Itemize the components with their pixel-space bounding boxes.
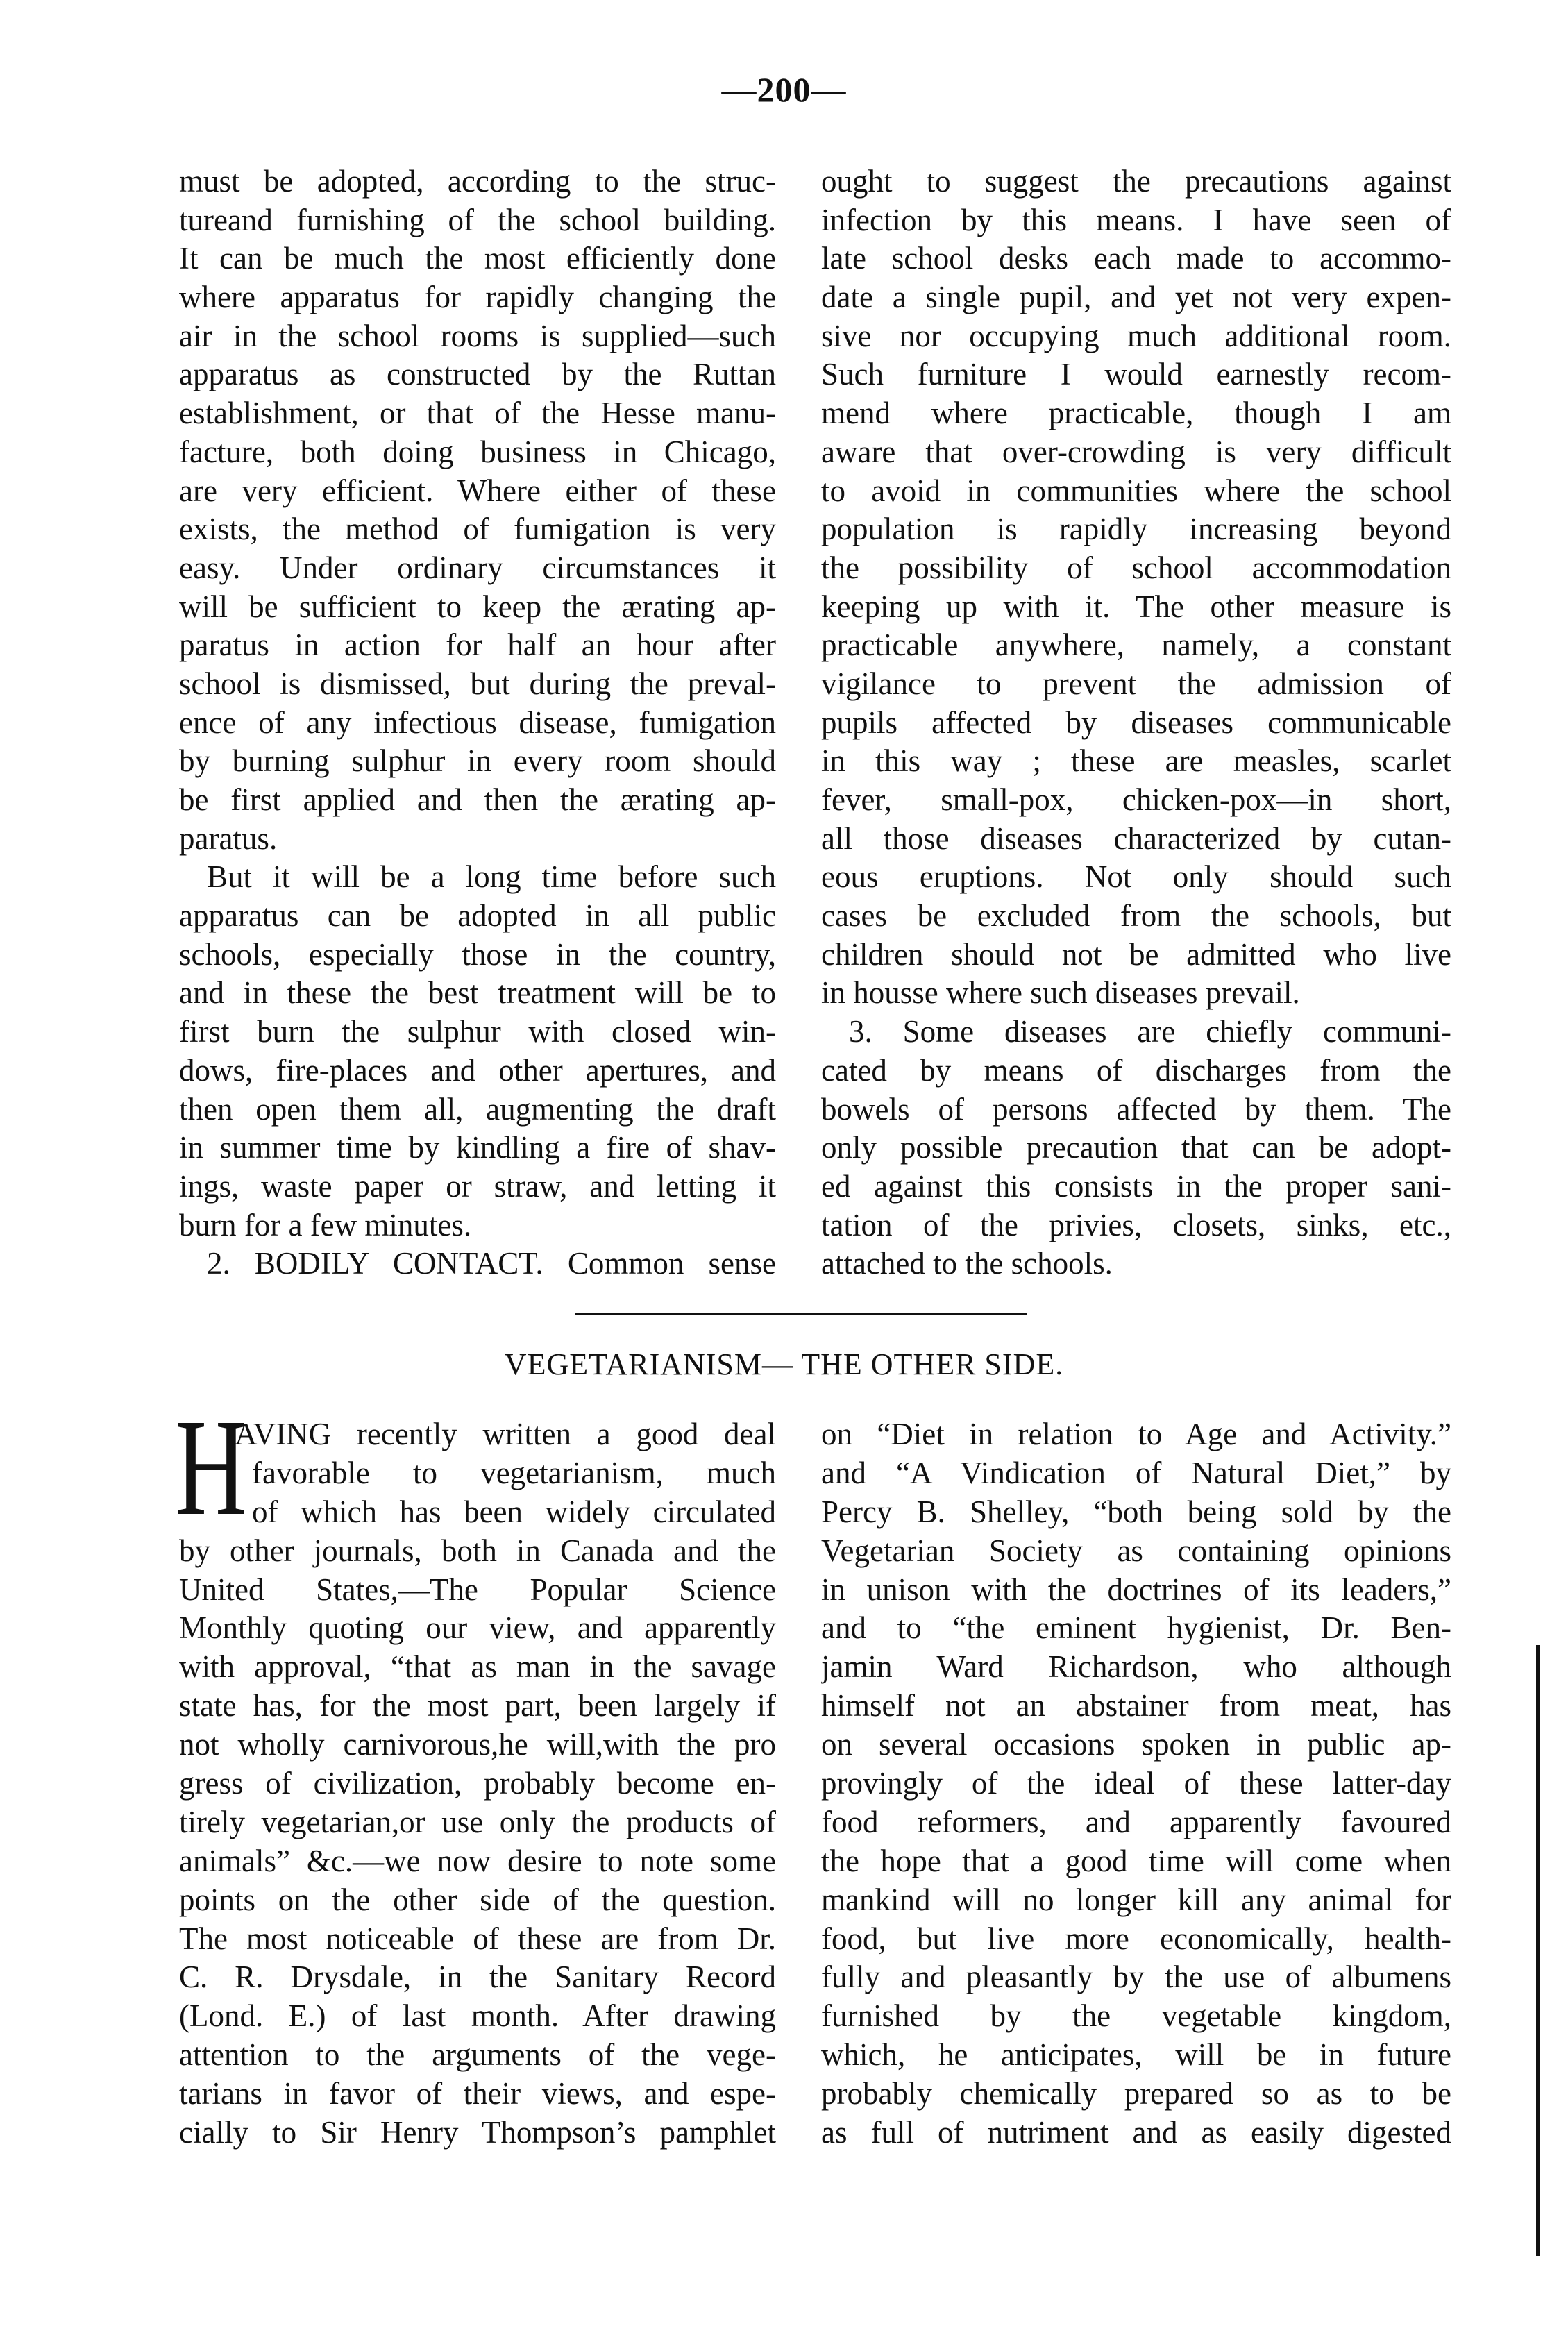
text-line: and in these the best treatment will be to bbox=[179, 975, 776, 1011]
text-line: practicable anywhere, namely, a constant bbox=[821, 627, 1451, 663]
text-line: pupils affected by diseases communicable bbox=[821, 705, 1451, 740]
text-line: sive nor occupying much additional room. bbox=[821, 318, 1451, 353]
text-line: probably chemically prepared so as to be bbox=[821, 2076, 1451, 2112]
paragraph bbox=[179, 1245, 776, 1283]
text-line: United States,—The Popular Science bbox=[179, 1571, 776, 1607]
text-line: in this way ; these are measles, scarlet bbox=[821, 743, 1451, 779]
text-line: provingly of the ideal of these latter-day bbox=[821, 1766, 1451, 1801]
text-line: date a single pupil, and yet not very expen- bbox=[821, 280, 1451, 315]
text-line: and to “the eminent hygienist, Dr. Ben- bbox=[821, 1610, 1451, 1646]
text-line: exists, the method of fumigation is very bbox=[179, 512, 776, 547]
text-line: by other journals, both in Canada and the bbox=[179, 1533, 776, 1568]
text-line: tation of the privies, closets, sinks, etc., bbox=[821, 1207, 1451, 1242]
text-line: AVING recently written a good deal bbox=[235, 1417, 776, 1451]
paragraph bbox=[821, 1415, 1451, 2152]
text-line: the possibility of school accommodation bbox=[821, 550, 1451, 585]
text-line: where apparatus for rapidly changing the bbox=[179, 280, 776, 315]
text-line: eous eruptions. Not only should such bbox=[821, 859, 1451, 895]
text-line: vigilance to prevent the admission of bbox=[821, 666, 1451, 701]
text-line: mend where practicable, though I am bbox=[821, 396, 1451, 431]
article-title: VEGETARIANISM— THE OTHER SIDE. bbox=[504, 1347, 1064, 1381]
text-line: keeping up with it. The other measure is bbox=[821, 589, 1451, 624]
text-line: in unison with the doctrines of its leaders,” bbox=[821, 1571, 1451, 1607]
text-line: points on the other side of the question. bbox=[179, 1882, 776, 1917]
text-line: and “A Vindication of Natural Diet,” by bbox=[821, 1455, 1451, 1490]
text-line: not wholly carnivorous,he will,with the pro bbox=[179, 1727, 776, 1762]
text-line: ence of any infectious disease, fumigation bbox=[179, 705, 776, 740]
text-line: the hope that a good time will come when bbox=[821, 1843, 1451, 1878]
paragraph bbox=[821, 162, 1451, 1013]
text-line: which, he anticipates, will be in future bbox=[821, 2037, 1451, 2073]
text-line: tarians in favor of their views, and espe- bbox=[179, 2076, 776, 2112]
text-line: 2. BODILY CONTACT. Common sense bbox=[207, 1246, 776, 1281]
text-line: burn for a few minutes. bbox=[179, 1207, 472, 1242]
text-line: late school desks each made to accommo- bbox=[821, 241, 1451, 276]
text-line: air in the school rooms is supplied—such bbox=[179, 318, 776, 353]
text-line: paratus in action for half an hour after bbox=[179, 627, 776, 663]
section1-right-column bbox=[821, 162, 1451, 1283]
text-line: first burn the sulphur with closed win- bbox=[179, 1014, 776, 1050]
text-line: ought to suggest the precautions against bbox=[821, 164, 1451, 199]
text-line: Monthly quoting our view, and apparently bbox=[179, 1610, 776, 1646]
text-line: school is dismissed, but during the preval- bbox=[179, 666, 776, 701]
text-line: as full of nutriment and as easily digested bbox=[821, 2115, 1451, 2150]
text-line: on several occasions spoken in public ap- bbox=[821, 1727, 1451, 1762]
text-line: tirely vegetarian,or use only the products of bbox=[179, 1804, 776, 1839]
text-line: C. R. Drysdale, in the Sanitary Record bbox=[179, 1960, 776, 1995]
text-line: Percy B. Shelley, “both being sold by the bbox=[821, 1494, 1451, 1529]
text-line: attached to the schools. bbox=[821, 1246, 1113, 1281]
paragraph bbox=[179, 162, 776, 858]
paragraph bbox=[179, 1415, 776, 2152]
text-line: in housse where such diseases prevail. bbox=[821, 975, 1300, 1011]
text-line: schools, especially those in the country, bbox=[179, 936, 776, 972]
text-line: are very efficient. Where either of these bbox=[179, 473, 776, 508]
section2-right-column bbox=[821, 1415, 1451, 2152]
section2-left-column bbox=[179, 1415, 776, 2152]
text-line: favorable to vegetarianism, much bbox=[252, 1455, 776, 1490]
text-line: infection by this means. I have seen of bbox=[821, 202, 1451, 237]
text-line: ings, waste paper or straw, and letting it bbox=[179, 1168, 776, 1204]
text-line: jamin Ward Richardson, who although bbox=[821, 1649, 1451, 1685]
text-line: children should not be admitted who live bbox=[821, 936, 1451, 972]
text-line: apparatus can be adopted in all public bbox=[179, 898, 776, 934]
text-line: attention to the arguments of the vege- bbox=[179, 2037, 776, 2073]
text-line: facture, both doing business in Chicago, bbox=[179, 434, 776, 469]
text-line: The most noticeable of these are from Dr. bbox=[179, 1921, 776, 1956]
text-line: must be adopted, according to the struc- bbox=[179, 164, 776, 199]
text-line: state has, for the most part, been largely if bbox=[179, 1688, 776, 1724]
drop-cap: H bbox=[175, 1391, 247, 1544]
text-line: be first applied and then the ærating ap- bbox=[179, 782, 776, 817]
page-number: —200— bbox=[721, 70, 847, 109]
text-line: all those diseases characterized by cutan- bbox=[821, 820, 1451, 856]
text-line: cated by means of discharges from the bbox=[821, 1052, 1451, 1088]
text-line: cially to Sir Henry Thompson’s pamphlet bbox=[179, 2115, 776, 2150]
paragraph bbox=[821, 1013, 1451, 1283]
text-line: bowels of persons affected by them. The bbox=[821, 1091, 1451, 1127]
text-line: food reformers, and apparently favoured bbox=[821, 1804, 1451, 1839]
margin-bar bbox=[1536, 1645, 1540, 2256]
text-line: aware that over-crowding is very difficult bbox=[821, 434, 1451, 469]
text-line: Vegetarian Society as containing opinions bbox=[821, 1533, 1451, 1568]
text-line: then open them all, augmenting the draft bbox=[179, 1091, 776, 1127]
text-line: But it will be a long time before such bbox=[207, 859, 776, 895]
section-divider-rule bbox=[575, 1313, 1027, 1315]
text-line: easy. Under ordinary circumstances it bbox=[179, 550, 776, 585]
text-line: gress of civilization, probably become en- bbox=[179, 1766, 776, 1801]
text-line: fever, small-pox, chicken-pox—in short, bbox=[821, 782, 1451, 817]
text-line: to avoid in communities where the school bbox=[821, 473, 1451, 508]
text-line: population is rapidly increasing beyond bbox=[821, 512, 1451, 547]
text-line: ed against this consists in the proper sani- bbox=[821, 1168, 1451, 1204]
paragraph bbox=[179, 858, 776, 1245]
text-line: animals” &c.—we now desire to note some bbox=[179, 1843, 776, 1878]
text-line: of which has been widely circulated bbox=[252, 1494, 776, 1529]
text-line: cases be excluded from the schools, but bbox=[821, 898, 1451, 934]
text-line: dows, fire-places and other apertures, and bbox=[179, 1052, 776, 1088]
text-line: establishment, or that of the Hesse manu- bbox=[179, 396, 776, 431]
text-line: It can be much the most efficiently done bbox=[179, 241, 776, 276]
text-line: by burning sulphur in every room should bbox=[179, 743, 776, 779]
text-line: only possible precaution that can be adopt- bbox=[821, 1130, 1451, 1165]
text-line: 3. Some diseases are chiefly communi- bbox=[849, 1014, 1451, 1050]
text-line: Such furniture I would earnestly recom- bbox=[821, 357, 1451, 392]
text-line: himself not an abstainer from meat, has bbox=[821, 1688, 1451, 1724]
text-line: food, but live more economically, health- bbox=[821, 1921, 1451, 1956]
text-line: on “Diet in relation to Age and Activity.” bbox=[821, 1417, 1451, 1451]
text-line: with approval, “that as man in the savage bbox=[179, 1649, 776, 1685]
text-line: mankind will no longer kill any animal for bbox=[821, 1882, 1451, 1917]
text-line: (Lond. E.) of last month. After drawing bbox=[179, 1998, 776, 2034]
text-line: tureand furnishing of the school building. bbox=[179, 202, 776, 237]
text-line: fully and pleasantly by the use of albumens bbox=[821, 1960, 1451, 1995]
text-line: apparatus as constructed by the Ruttan bbox=[179, 357, 776, 392]
text-line: furnished by the vegetable kingdom, bbox=[821, 1998, 1451, 2034]
text-line: paratus. bbox=[179, 820, 278, 856]
text-line: in summer time by kindling a fire of shav- bbox=[179, 1130, 776, 1165]
section1-left-column bbox=[179, 162, 776, 1283]
text-line: will be sufficient to keep the ærating ap- bbox=[179, 589, 776, 624]
